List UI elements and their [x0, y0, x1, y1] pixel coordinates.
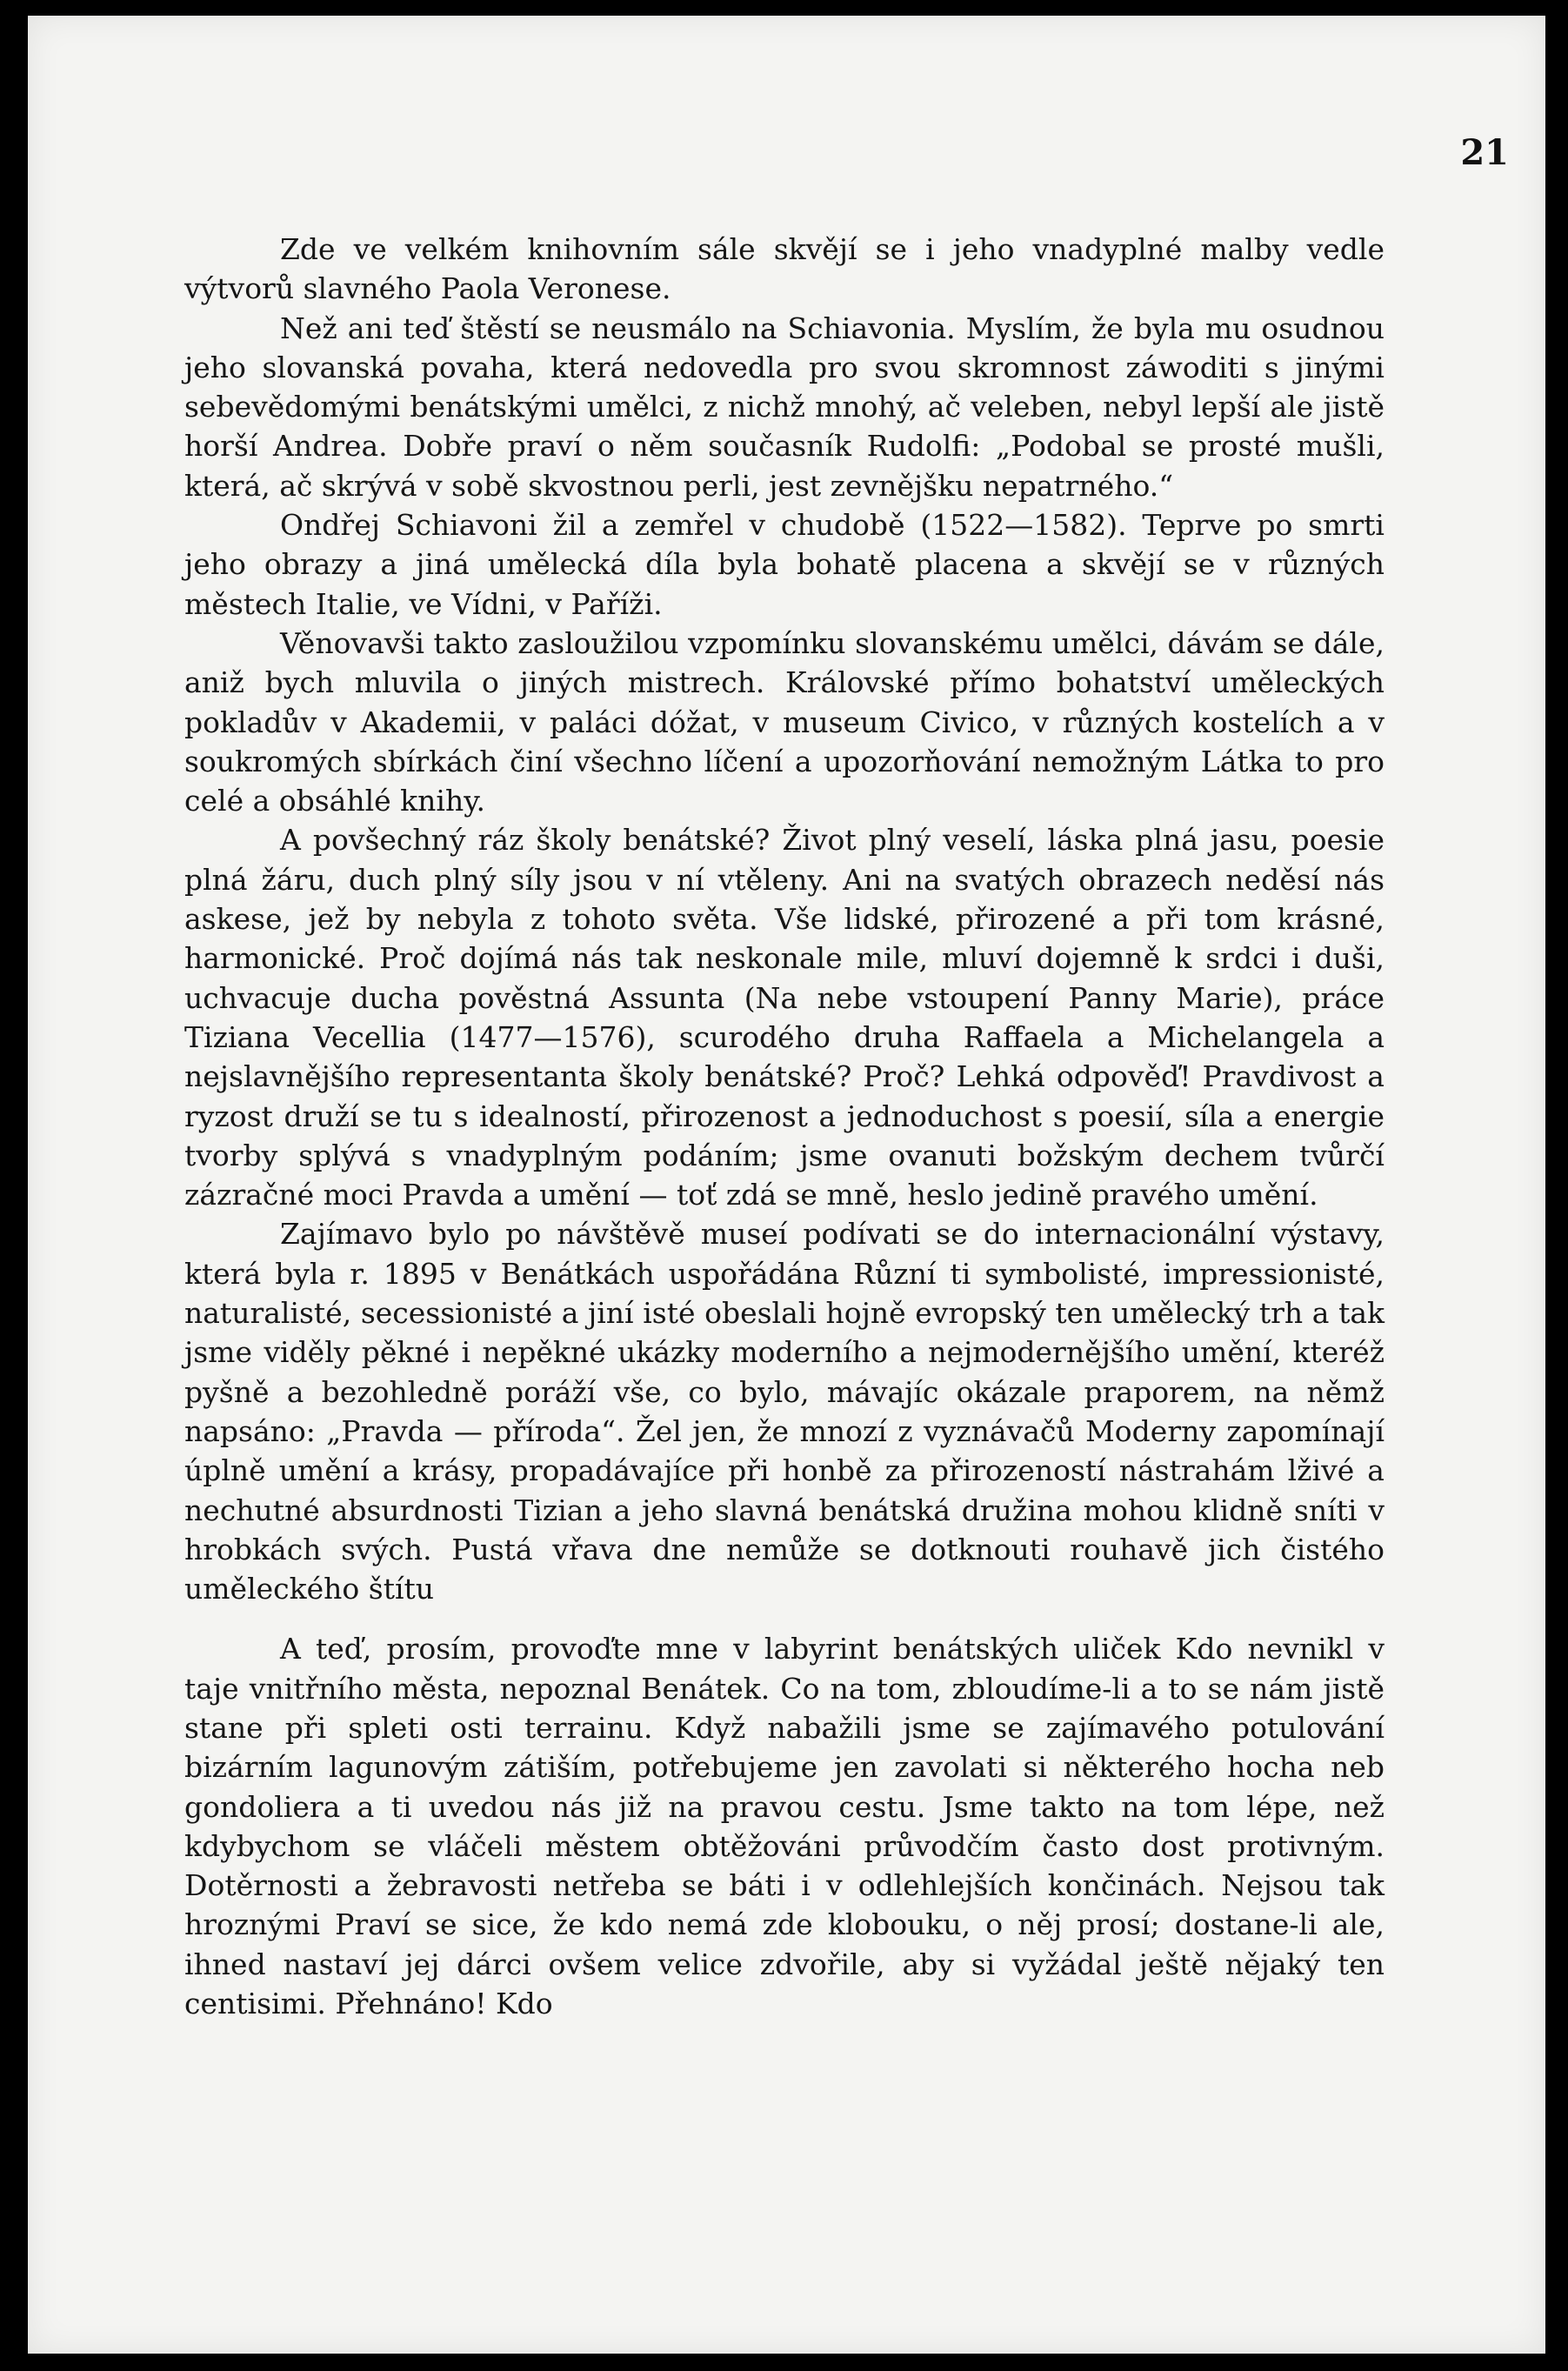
paragraph: A teď, prosím, provoďte mne v labyrint benátských uliček Kdo nevnikl v taje vnitřního města, nepoznal Benátek. Co na tom, zbloudíme-li a to se nám jistě stane při spleti osti terrainu. Když nabažili jsme se zajímavého potulování bizárním lagunovým zátiším, potřebujeme jen zavolati si některého hocha neb gondoliera a ti uvedou nás již na pravou cestu. Jsme takto na tom lépe, než kdybychom se vláčeli městem obtěžováni průvodčím často dost protivným. Dotěrnosti a žebravosti netřeba se báti i v odlehlejších končinách. Nejsou tak hroznými Praví se sice, že kdo nemá zde klobouku, o něj prosí; dostane-li ale, ihned nastaví jej dárci ovšem velice zdvořile, aby si vyžádal ještě nějaký ten centisimi. Přehnáno! Kdo — [184, 1632, 1385, 2021]
page-body-text — [184, 230, 1385, 2023]
paragraph: Věnovavši takto zasloužilou vzpomínku slovanskému umělci, dávám se dále, aniž bych mluvila o jiných mistrech. Královské přímo bohatství uměleckých pokladův v Akademii, v paláci dóžat, v museum Civico, v různých kostelích a v soukromých sbírkách činí všechno líčení a upozorňování nemožným Látka to pro celé a obsáhlé knihy. — [184, 625, 1385, 818]
paragraph: Zde ve velkém knihovním sále skvějí se i jeho vnadyplné malby vedle výtvorů slavného Paola Veronese. — [184, 232, 1385, 306]
paragraph: Než ani teď štěstí se neusmálo na Schiavonia. Myslím, že byla mu osudnou jeho slovanská povaha, která nedovedla pro svou skromnost záwoditi s jinými sebevědomými benátskými umělci, z nichž mnohý, ač veleben, nebyl lepší ale jistě horší Andrea. Dobře praví o něm současník Rudolfi: „Podobal se prosté mušli, která, ač skrývá v sobě skvostnou perli, jest zevnějšku nepatrného.“ — [184, 311, 1385, 503]
book-page — [28, 16, 1545, 2354]
paragraph: A povšechný ráz školy benátské? Život plný veselí, láska plná jasu, poesie plná žáru, duch plný síly jsou v ní vtěleny. Ani na svatých obrazech neděsí nás askese, jež by nebyla z tohoto světa. Vše lidské, přirozené a při tom krásné, harmonické. Proč dojímá nás tak neskonale mile, mluví dojemně k srdci i duši, uchvacuje ducha pověstná Assunta (Na nebe vstoupení Panny Marie), práce Tiziana Vecellia (1477—1576), scurodého druha Raffaela a Michelangela a nejslavnějšího representanta školy benátské? Proč? Lehká odpověď! Pravdivost a ryzost druží se tu s idealností, přirozenost a jednoduchost s poesií, síla a energie tvorby splývá s vnadyplným podáním; jsme ovanuti božským dechem tvůrčí zázračné moci Pravda a umění — toť zdá se mně, heslo jedině pravého umění. — [184, 823, 1385, 1212]
page-number: 21 — [1460, 132, 1509, 173]
paragraph: Zajímavo bylo po návštěvě museí podívati se do internacionální výstavy, která byla r. 1895 v Benátkách uspořádána Různí ti symbolisté, impressionisté, naturalisté, secessionisté a jiní isté obeslali hojně evropský ten umělecký trh a tak jsme viděly pěkné i nepěkné ukázky moderního a nejmodernějšího umění, kteréž pyšně a bezohledně poráží vše, co bylo, mávajíc okázale praporem, na němž napsáno: „Pravda — příroda“. Žel jen, že mnozí z vyznávačů Moderny zapomínají úplně umění a krásy, propadávajíce při honbě za přirozeností nástrahám lživé a nechutné absurdnosti Tizian a jeho slavná benátská družina mohou klidně sníti v hrobkách svých. Pustá vřava dne nemůže se dotknouti rouhavě jich čistého uměleckého štítu — [184, 1217, 1385, 1606]
paragraph: Ondřej Schiavoni žil a zemřel v chudobě (1522—1582). Teprve po smrti jeho obrazy a jiná umělecká díla byla bohatě placena a skvějí se v různých městech Italie, ve Vídni, v Paříži. — [184, 508, 1385, 621]
